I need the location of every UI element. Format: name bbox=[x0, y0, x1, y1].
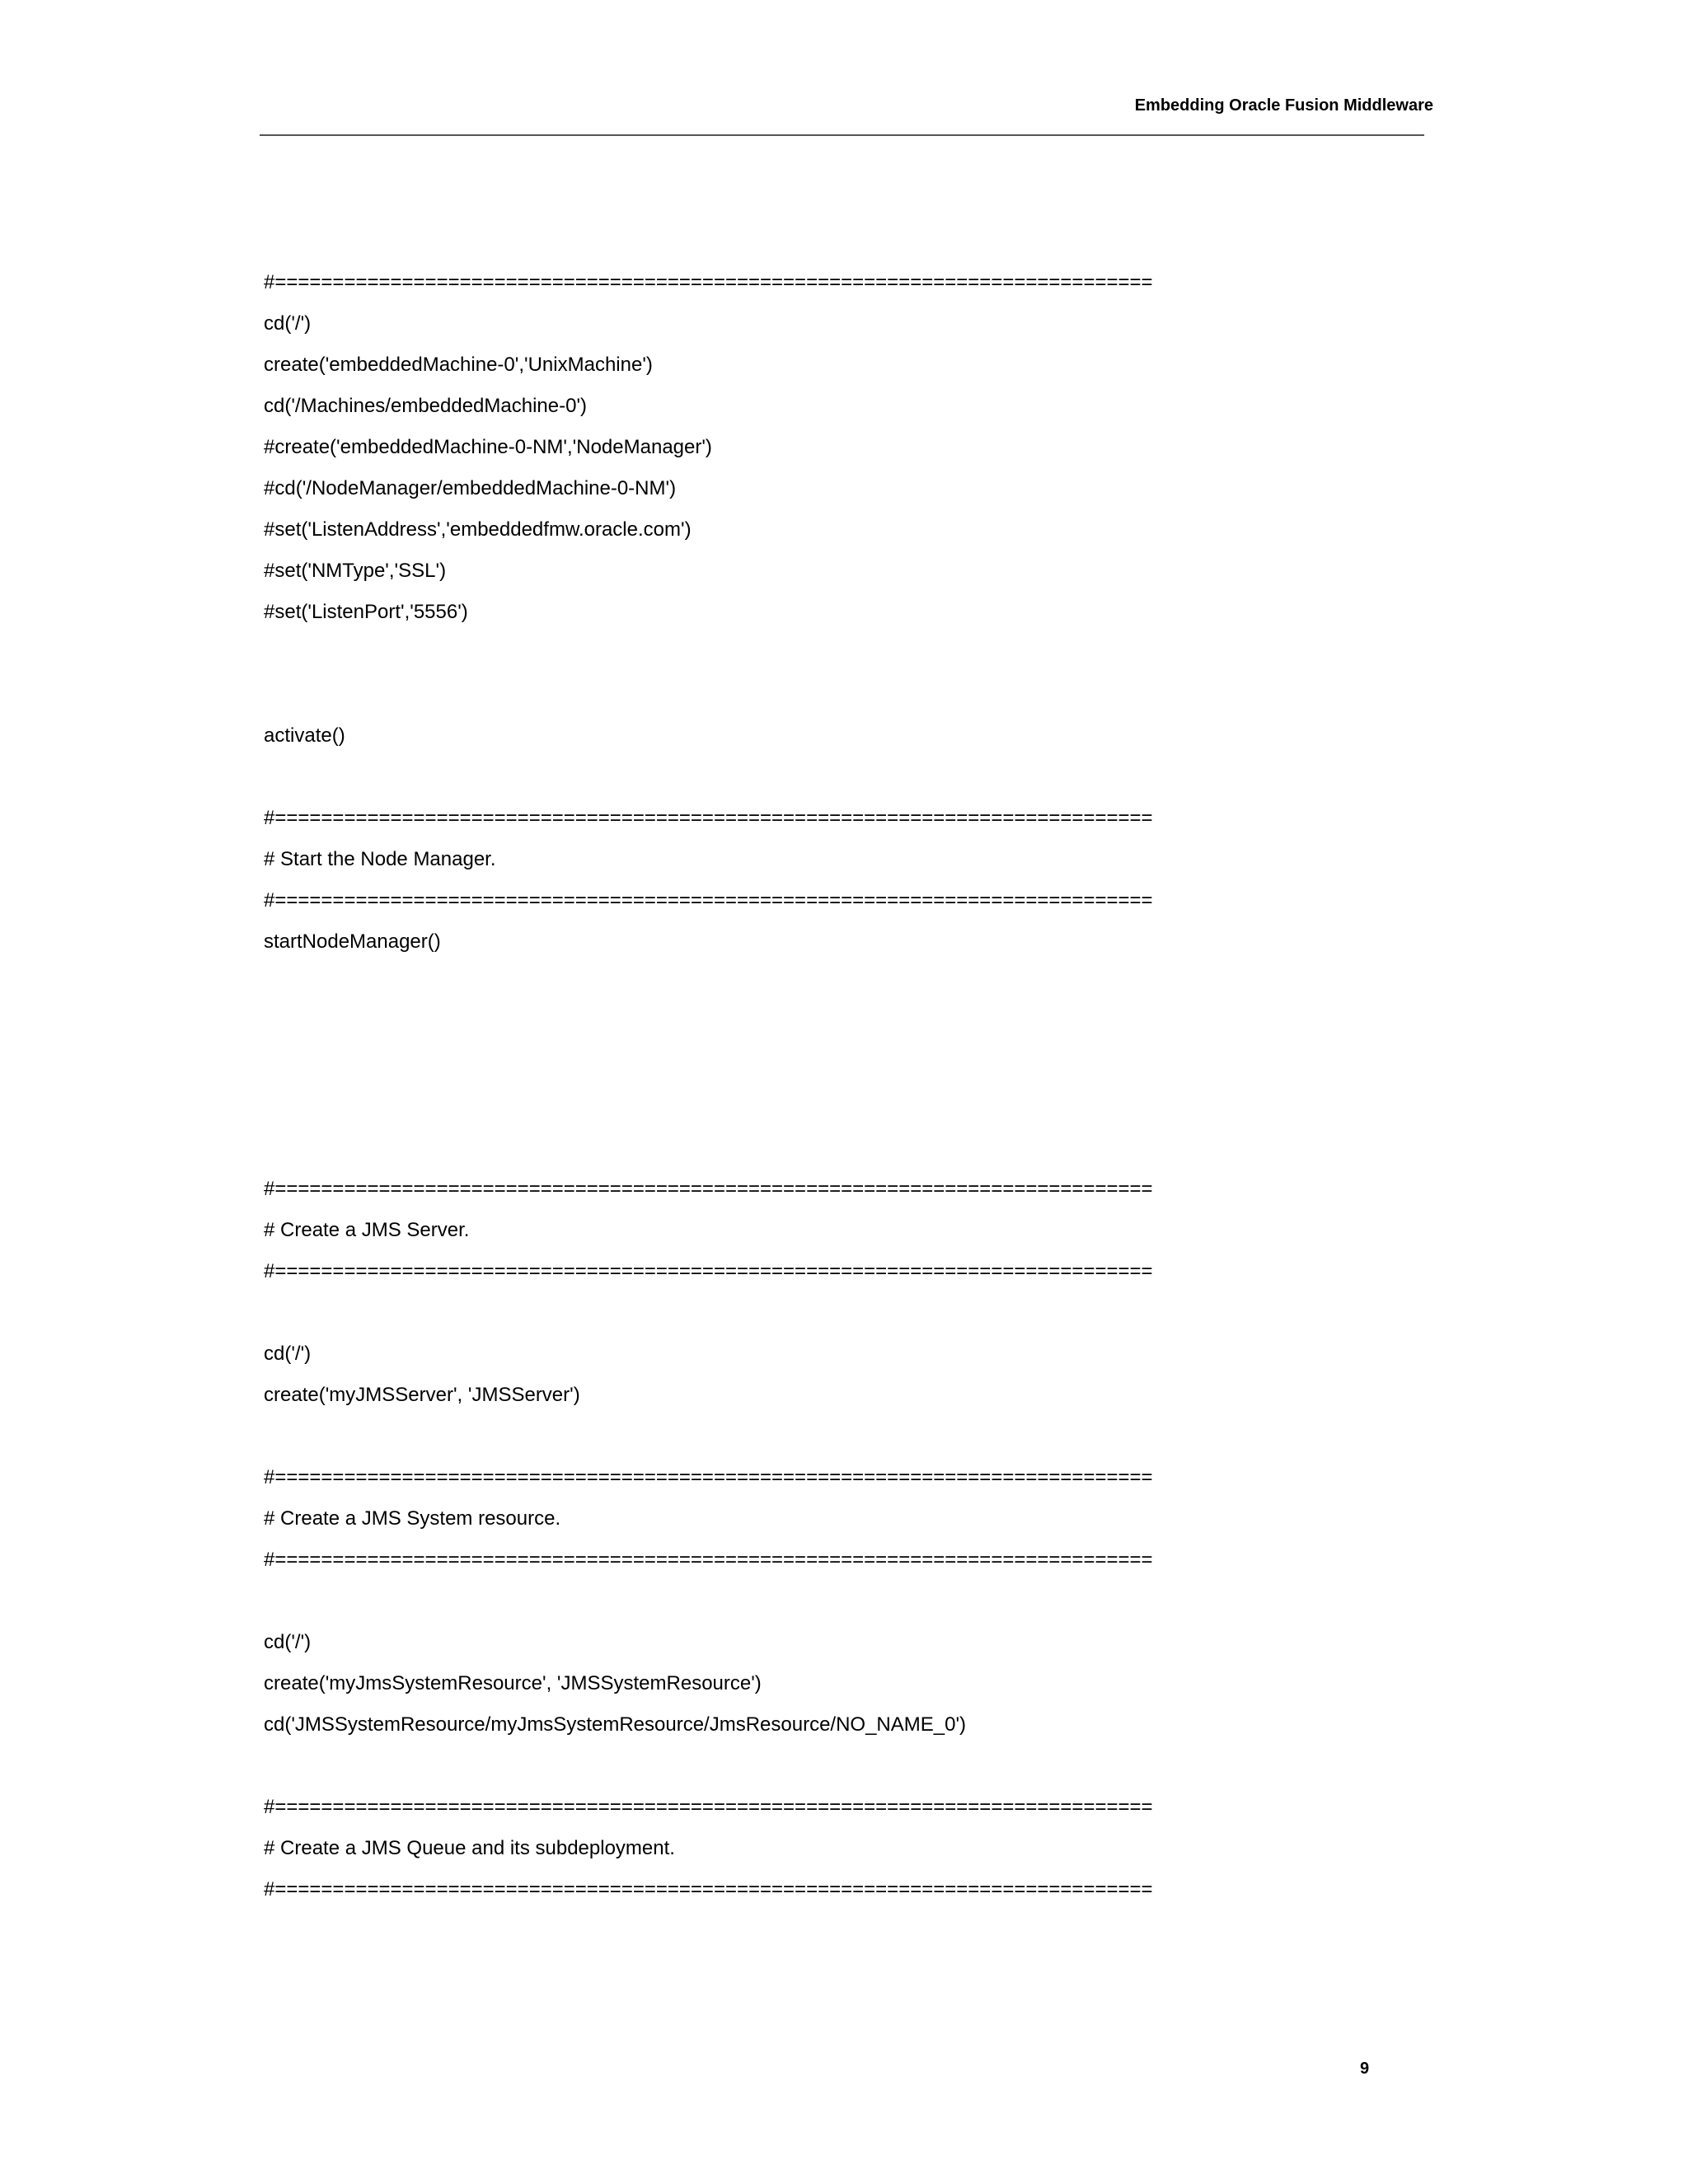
code-line: activate() bbox=[264, 724, 345, 747]
code-line: create('embeddedMachine-0','UnixMachine') bbox=[264, 354, 653, 376]
code-line: cd('JMSSystemResource/myJmsSystemResource/JmsResource/NO_NAME_0') bbox=[264, 1713, 967, 1736]
code-line: create('myJmsSystemResource', 'JMSSystemResource') bbox=[264, 1672, 762, 1694]
code-block-activate bbox=[264, 715, 345, 757]
comment-line: # Start the Node Manager. bbox=[264, 848, 496, 870]
separator-line: #============================================================================ bbox=[264, 1878, 1153, 1900]
code-block-node-manager bbox=[264, 798, 1153, 963]
comment-line: # Create a JMS Queue and its subdeployment. bbox=[264, 1837, 675, 1859]
code-block-jms-server bbox=[264, 1169, 1153, 1416]
blank-line bbox=[264, 1581, 1153, 1622]
code-line: #set('ListenPort','5556') bbox=[264, 601, 468, 623]
separator-line: #============================================================================ bbox=[264, 1466, 1153, 1488]
code-line: startNodeManager() bbox=[264, 930, 441, 953]
header-rule bbox=[260, 134, 1424, 136]
separator-line: #============================================================================ bbox=[264, 271, 1153, 293]
code-line: cd('/') bbox=[264, 312, 312, 335]
separator-line: #============================================================================ bbox=[264, 1178, 1153, 1200]
separator-line: #============================================================================ bbox=[264, 889, 1153, 912]
code-block-jms-queue bbox=[264, 1787, 1153, 1910]
separator-line: #============================================================================ bbox=[264, 1796, 1153, 1818]
separator-line: #============================================================================ bbox=[264, 807, 1153, 829]
code-line: cd('/') bbox=[264, 1343, 312, 1365]
code-line: cd('/Machines/embeddedMachine-0') bbox=[264, 395, 588, 417]
code-line: #create('embeddedMachine-0-NM','NodeManager') bbox=[264, 436, 712, 458]
code-line: #set('ListenAddress','embeddedfmw.oracle.com') bbox=[264, 518, 692, 541]
page-header-title: Embedding Oracle Fusion Middleware bbox=[1134, 96, 1433, 115]
code-line: #cd('/NodeManager/embeddedMachine-0-NM') bbox=[264, 477, 677, 499]
code-line: cd('/') bbox=[264, 1631, 312, 1653]
code-block-jms-system bbox=[264, 1457, 1153, 1746]
separator-line: #============================================================================ bbox=[264, 1260, 1153, 1282]
code-line: create('myJMSServer', 'JMSServer') bbox=[264, 1384, 580, 1406]
code-block-machine bbox=[264, 262, 1153, 633]
blank-line bbox=[264, 1292, 1153, 1333]
page-number: 9 bbox=[1360, 2060, 1370, 2078]
comment-line: # Create a JMS Server. bbox=[264, 1219, 470, 1241]
code-line: #set('NMType','SSL') bbox=[264, 560, 447, 582]
separator-line: #============================================================================ bbox=[264, 1549, 1153, 1571]
comment-line: # Create a JMS System resource. bbox=[264, 1507, 561, 1530]
